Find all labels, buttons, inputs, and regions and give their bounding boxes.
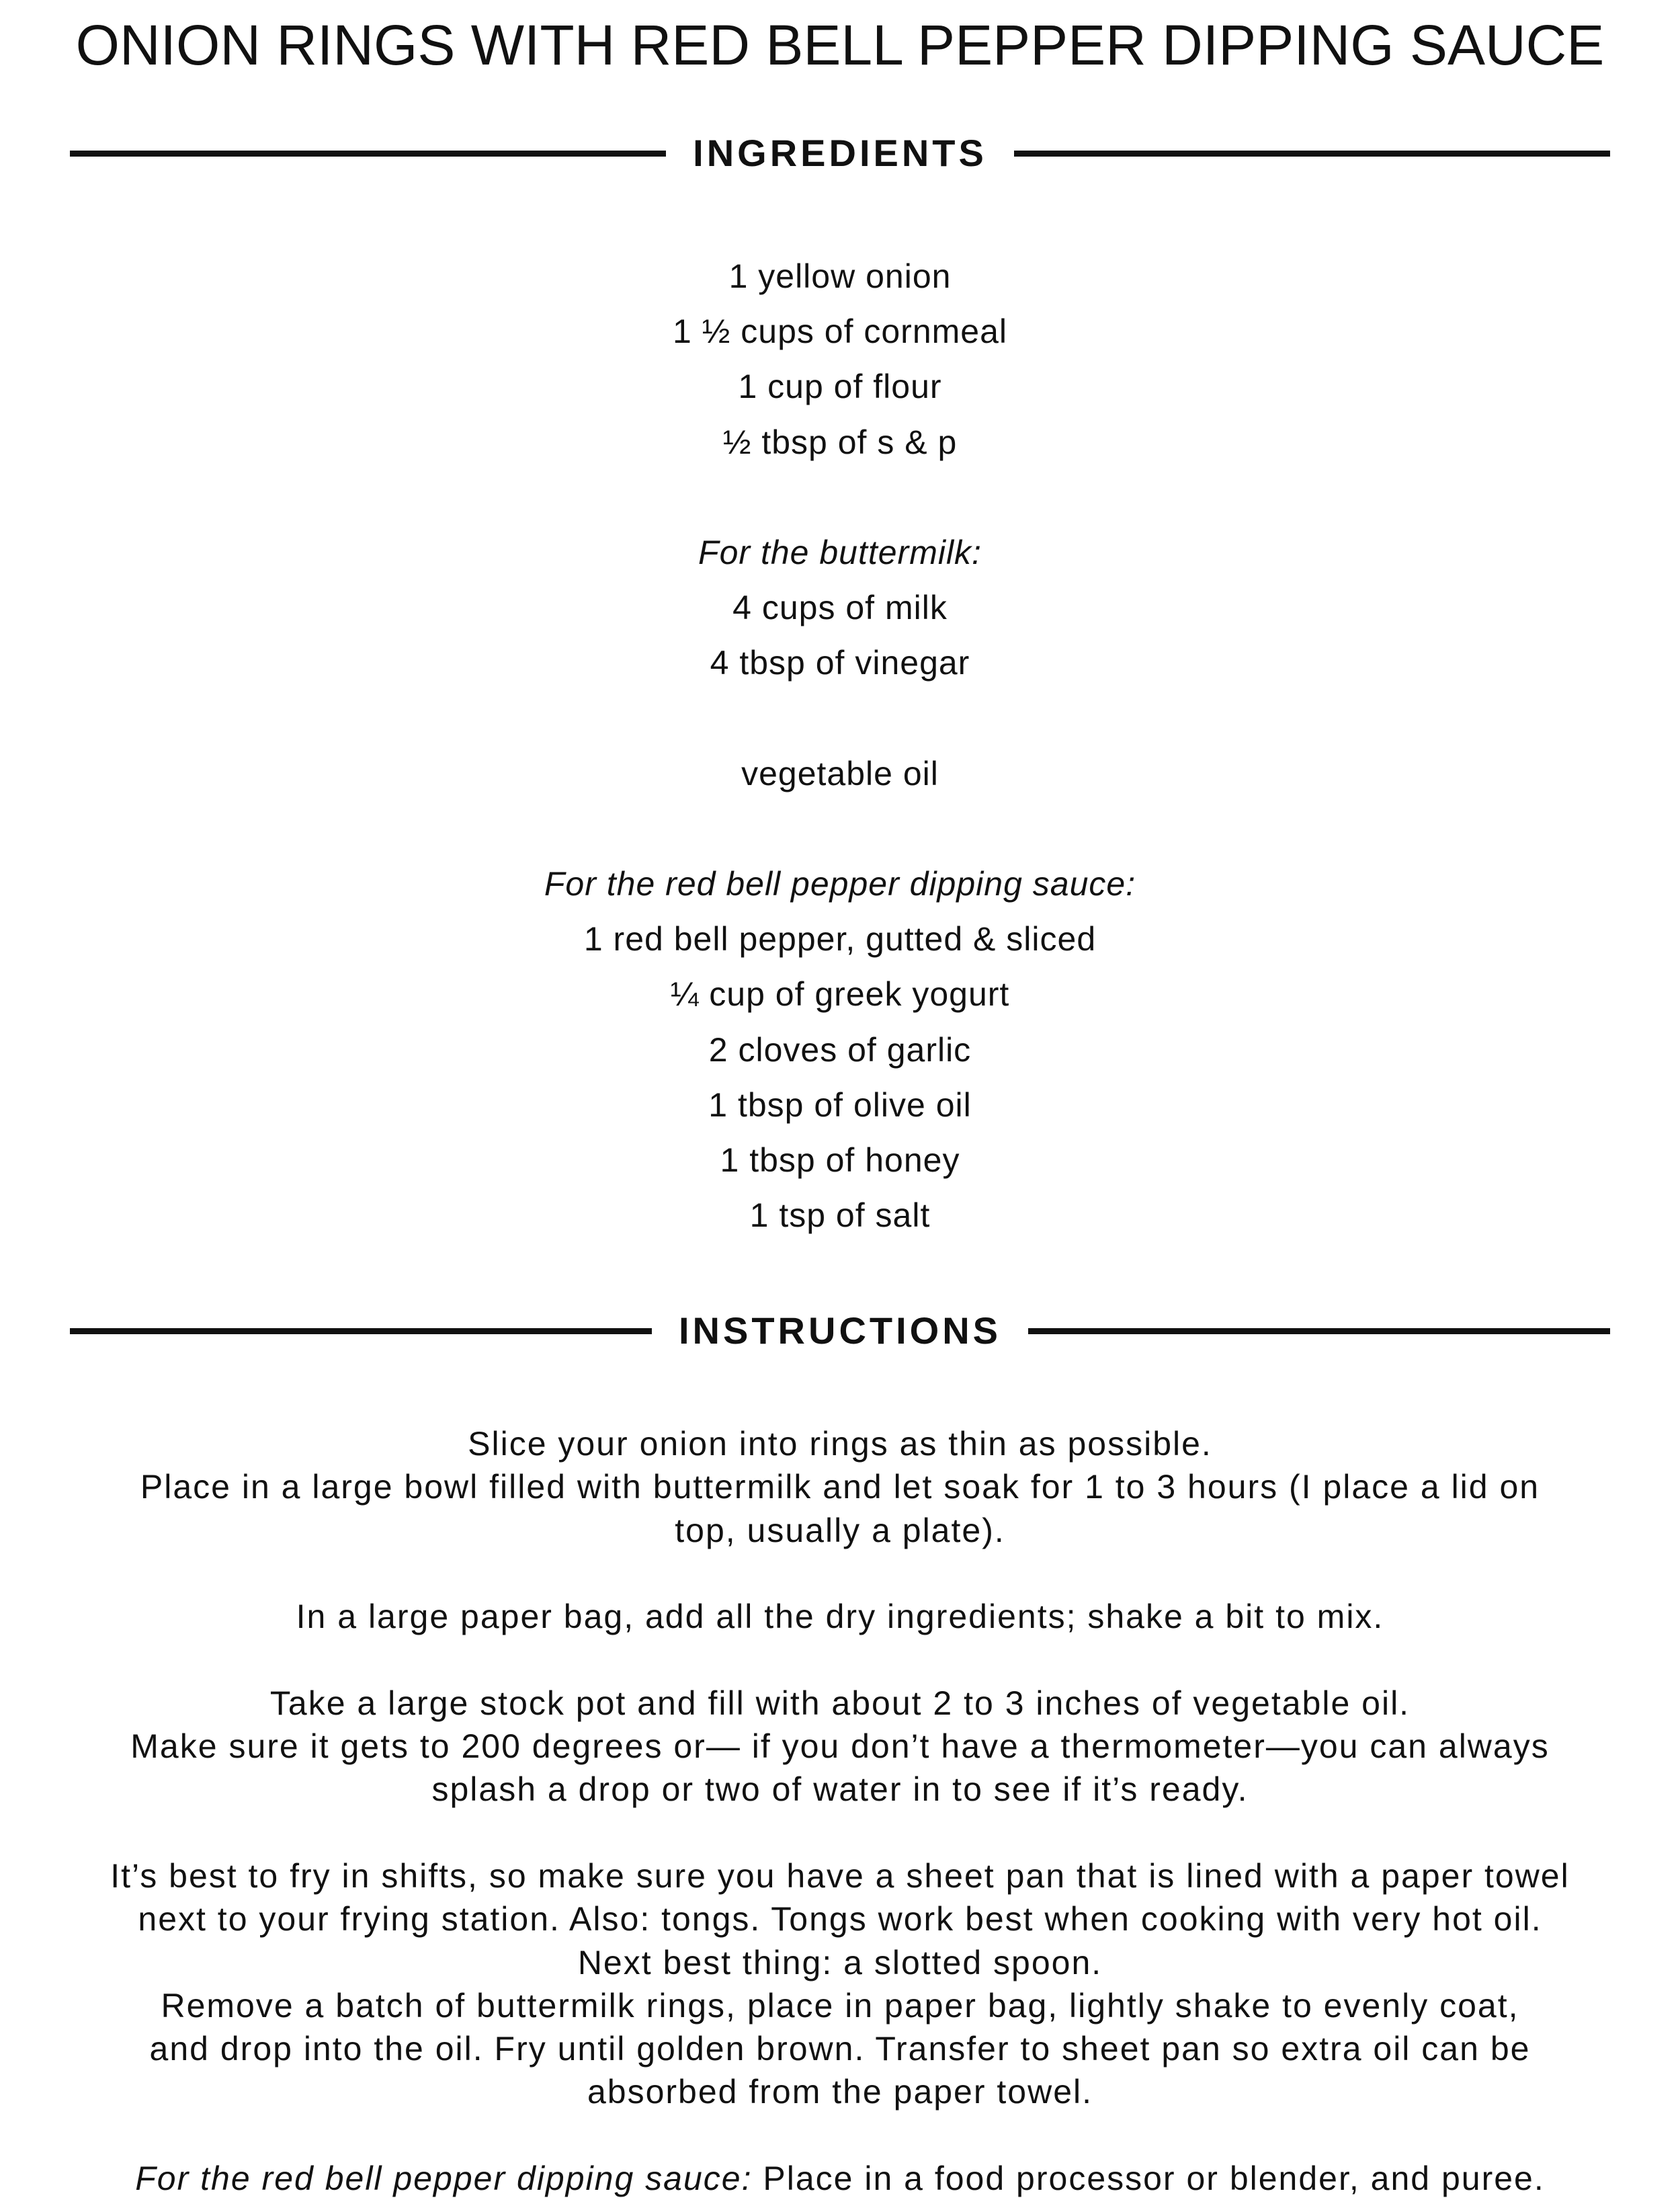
- instructions-rule-right: [1028, 1328, 1610, 1334]
- ingredients-header: [70, 126, 1610, 180]
- instruction-line: Make sure it gets to 200 degrees or— if you don’t have a thermometer—you can always: [130, 1727, 1550, 1766]
- instruction-paragraph-fry: [67, 1854, 1613, 2114]
- recipe-title: ONION RINGS WITH RED BELL PEPPER DIPPING SAUCE: [75, 13, 1605, 77]
- sauce-item: 1 red bell pepper, gutted & sliced: [583, 920, 1097, 958]
- instructions-rule-left: [70, 1328, 652, 1334]
- ingredients-rule-left: [70, 151, 666, 157]
- buttermilk-subheading: For the buttermilk:: [698, 533, 982, 571]
- instruction-line: Place in a large bowl filled with buttermilk and let soak for 1 to 3 hours (I place a lid on: [140, 1468, 1540, 1506]
- spacer: [0, 801, 1680, 856]
- oil-item: vegetable oil: [741, 754, 939, 792]
- instruction-line: Take a large stock pot and fill with about 2 to 3 inches of vegetable oil.: [269, 1684, 1411, 1722]
- instructions-header: [70, 1304, 1610, 1358]
- instruction-line: It’s best to fry in shifts, so make sure you have a sheet pan that is lined with a paper towel: [110, 1856, 1570, 1895]
- instruction-line: splash a drop or two of water in to see if it’s ready.: [431, 1770, 1249, 1809]
- ingredient-item: 1 yellow onion: [728, 257, 952, 295]
- spacer: [0, 691, 1680, 746]
- ingredient-item: 1 cup of flour: [738, 368, 942, 406]
- sauce-subheading: For the red bell pepper dipping sauce:: [544, 865, 1136, 903]
- sauce-item: 2 cloves of garlic: [708, 1030, 972, 1069]
- instruction-line: and drop into the oil. Fry until golden brown. Transfer to sheet pan so extra oil can be: [149, 2030, 1531, 2068]
- instructions-body: [67, 1422, 1613, 2200]
- sauce-item: ¼ cup of greek yogurt: [670, 975, 1010, 1014]
- ingredients-heading: INGREDIENTS: [693, 132, 987, 174]
- sauce-item: 1 tsp of salt: [749, 1196, 931, 1235]
- instructions-heading: INSTRUCTIONS: [679, 1309, 1001, 1352]
- instruction-line: Slice your onion into rings as thin as possible.: [468, 1425, 1212, 1463]
- sauce-instruction-label: For the red bell pepper dipping sauce:: [135, 2160, 753, 2198]
- spacer: [0, 470, 1680, 525]
- instruction-paragraph-soak: [67, 1422, 1613, 1552]
- sauce-instruction-text: Place in a food processor or blender, and puree.: [752, 2160, 1545, 2198]
- instruction-line: top, usually a plate).: [675, 1511, 1005, 1549]
- buttermilk-item: 4 cups of milk: [732, 589, 948, 627]
- ingredient-item: 1 ½ cups of cornmeal: [672, 313, 1008, 351]
- instruction-line: absorbed from the paper towel.: [587, 2073, 1093, 2111]
- instruction-line: In a large paper bag, add all the dry ingredients; shake a bit to mix.: [296, 1598, 1384, 1636]
- ingredients-list: [0, 249, 1680, 1243]
- ingredients-rule-right: [1014, 151, 1610, 157]
- instruction-line-sauce: [67, 2157, 1613, 2200]
- instruction-line: Next best thing: a slotted spoon.: [577, 1943, 1103, 1981]
- instruction-paragraph-dry-mix: [67, 1595, 1613, 1638]
- ingredient-item: ½ tbsp of s & p: [722, 423, 958, 461]
- sauce-item: 1 tbsp of honey: [720, 1141, 960, 1179]
- sauce-item: 1 tbsp of olive oil: [708, 1086, 972, 1124]
- buttermilk-item: 4 tbsp of vinegar: [710, 644, 970, 682]
- instruction-line: Remove a batch of buttermilk rings, place in paper bag, lightly shake to evenly coat,: [161, 1986, 1519, 2024]
- instruction-paragraph-sauce: [67, 2157, 1613, 2200]
- instruction-line: next to your frying station. Also: tongs. Tongs work best when cooking with very hot oil.: [138, 1900, 1542, 1938]
- instruction-paragraph-oil: [67, 1682, 1613, 1811]
